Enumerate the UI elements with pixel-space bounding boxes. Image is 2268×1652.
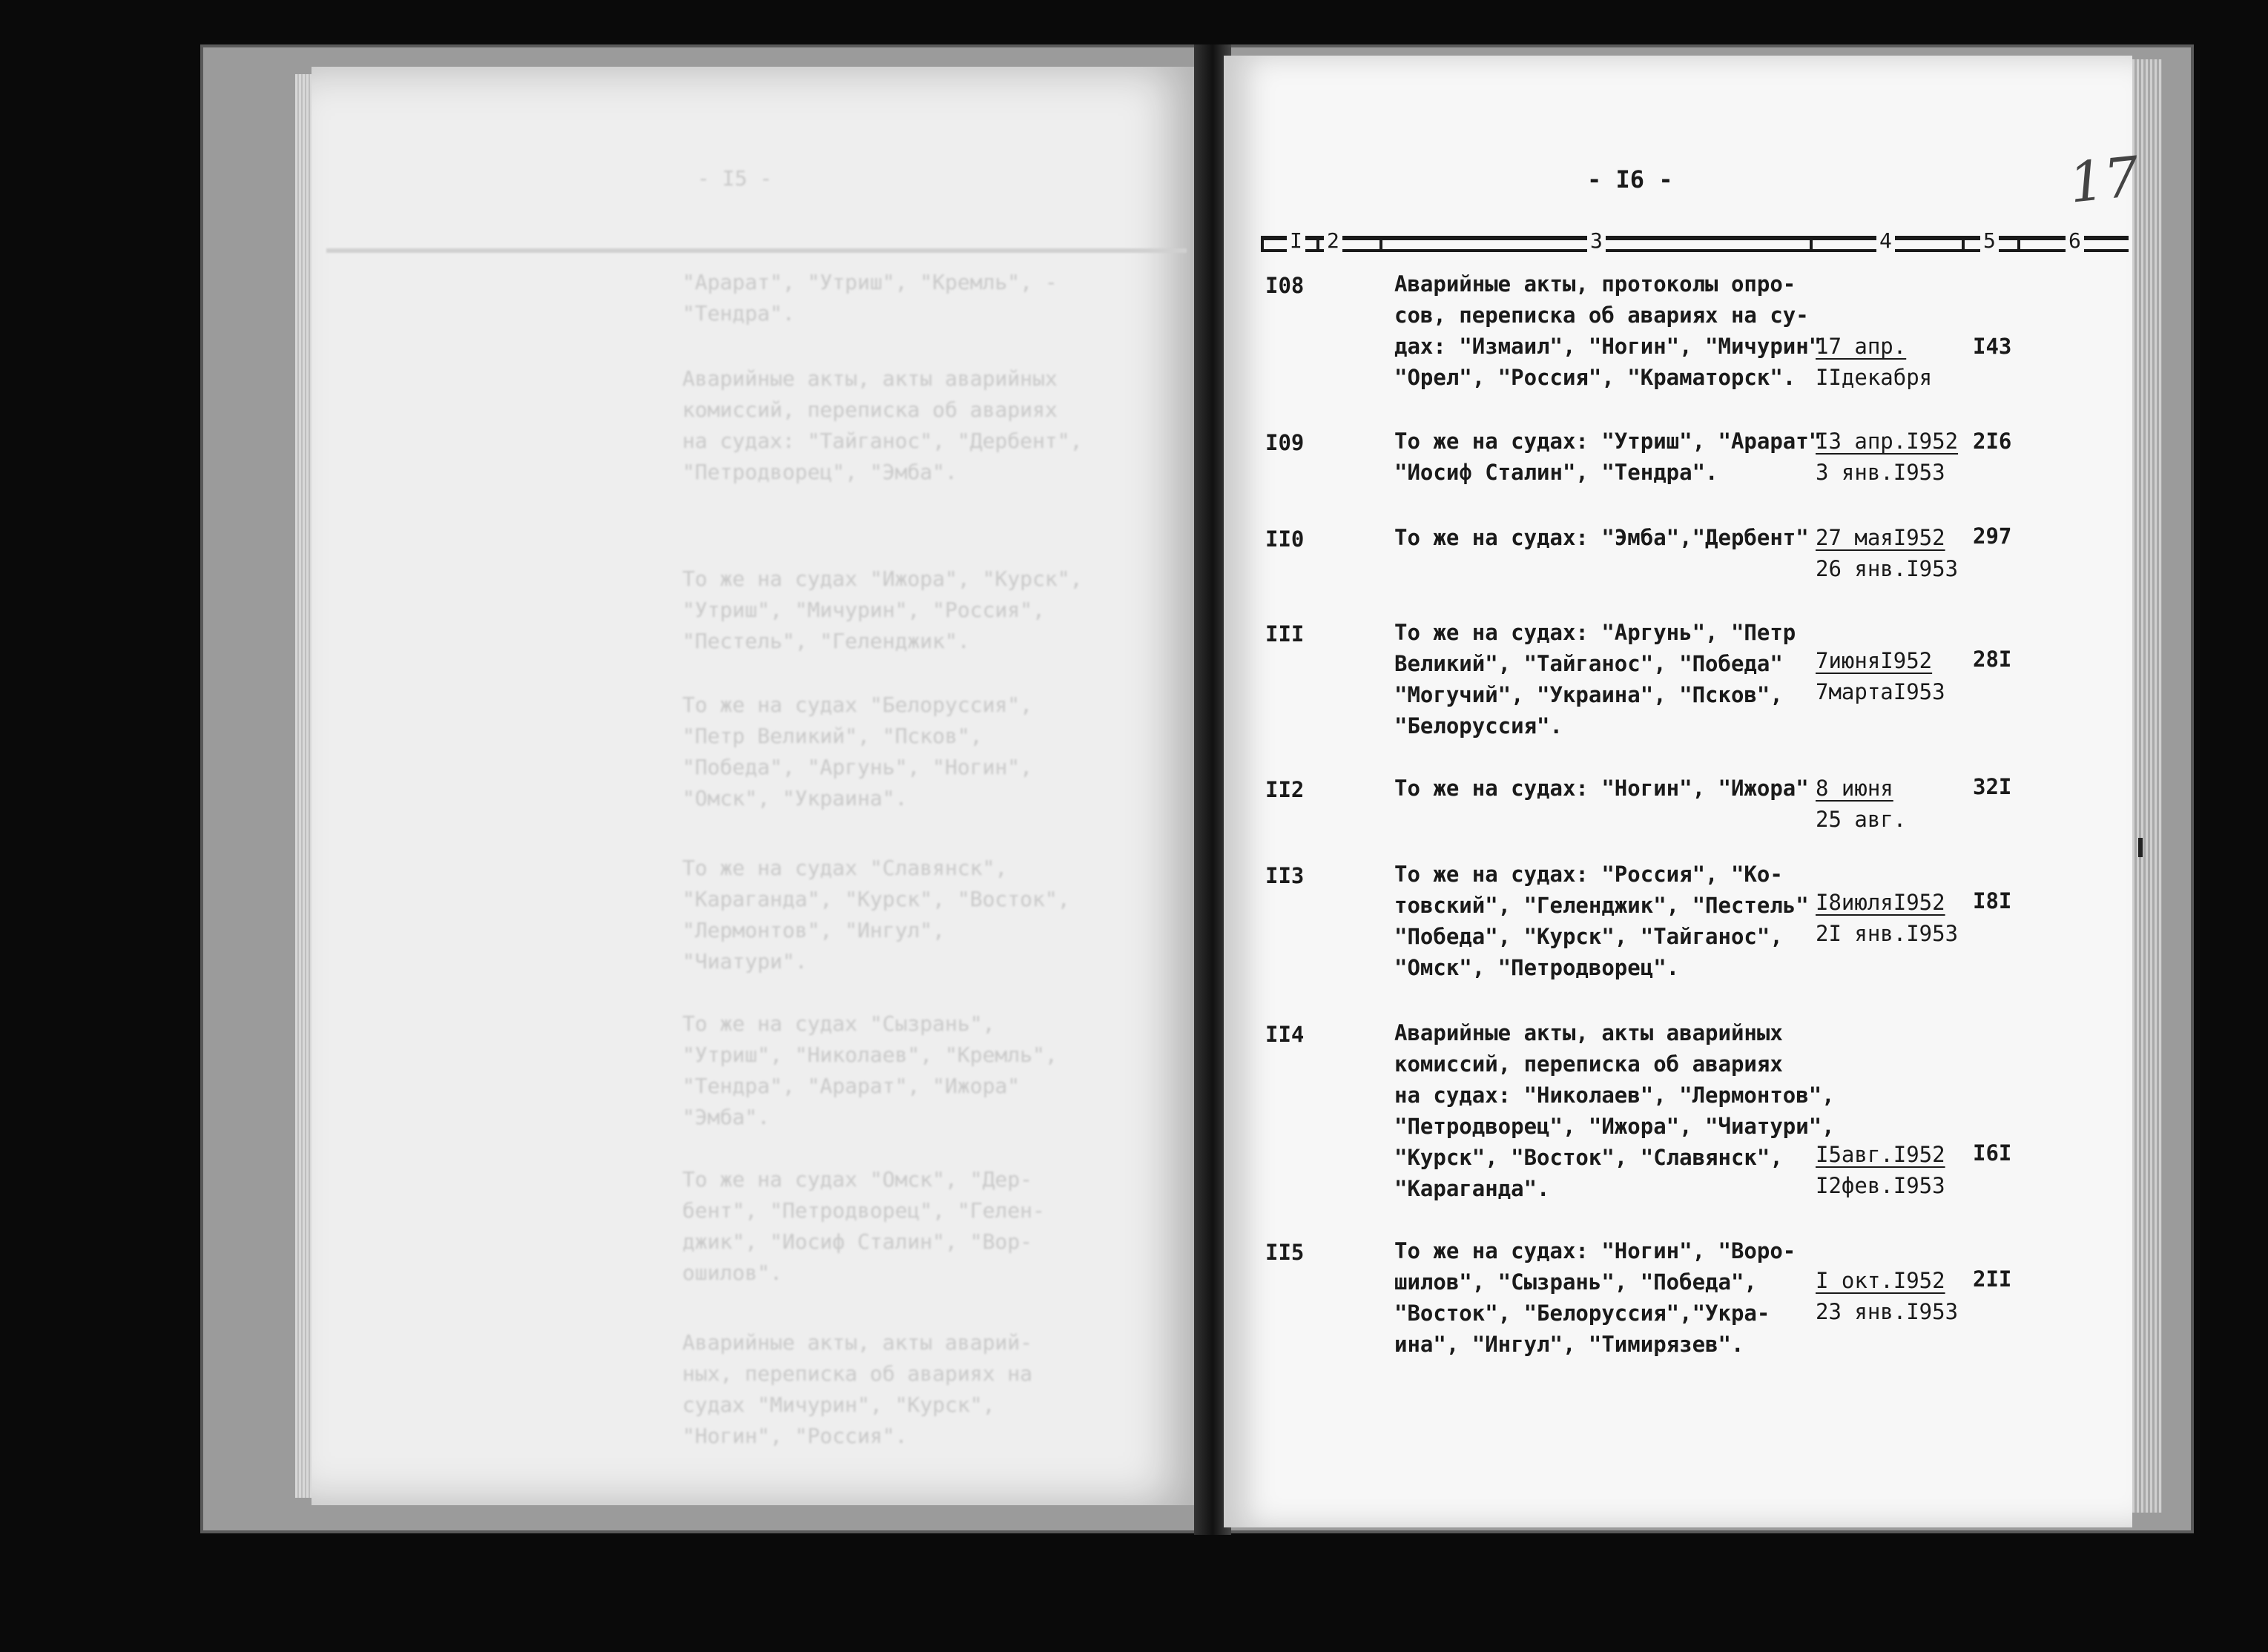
description-line: То же на судах: "Аргунь", "Петр xyxy=(1394,620,1796,645)
column-separator xyxy=(1962,236,1965,252)
date-end: 23 янв.I953 xyxy=(1816,1299,1959,1324)
date-start: 27 маяI952 xyxy=(1816,525,1945,550)
left-page-ghost-text: "Арарат", "Утриш", "Кремль", - "Тендра". xyxy=(682,270,1058,326)
row-number: II3 xyxy=(1265,863,1305,888)
left-page-ghost-text: - I5 - xyxy=(697,166,773,191)
column-header-5: 5 xyxy=(1980,228,1999,253)
row-sheets: 28I xyxy=(1973,647,2012,672)
date-start: I5авг.I952 xyxy=(1816,1142,1945,1167)
column-separator xyxy=(1316,236,1319,252)
description-line: на судах: "Николаев", "Лермонтов", xyxy=(1394,1083,1835,1108)
description-line: шилов", "Сызрань", "Победа", xyxy=(1394,1269,1757,1295)
row-sheets: 32I xyxy=(1973,774,2012,799)
row-description xyxy=(1394,773,1810,804)
row-description xyxy=(1394,859,1810,983)
description-line: "Восток", "Белоруссия","Укра- xyxy=(1394,1301,1770,1326)
row-number: I08 xyxy=(1265,273,1305,298)
column-header-4: 4 xyxy=(1876,228,1895,253)
description-line: "Могучий", "Украина", "Псков", xyxy=(1394,682,1783,707)
date-start: 8 июня xyxy=(1816,776,1893,801)
description-line: То же на судах: "Утриш", "Арарат" xyxy=(1394,429,1822,454)
date-start: I8июляI952 xyxy=(1816,890,1945,915)
row-sheets: I6I xyxy=(1973,1140,2012,1166)
column-separator xyxy=(2017,236,2020,252)
row-description xyxy=(1394,1017,1835,1204)
row-number: II0 xyxy=(1265,526,1305,552)
row-description xyxy=(1394,522,1810,553)
column-separator xyxy=(1261,236,1264,252)
left-page-ghost-text: То же на судах "Ижора", "Курск", "Утриш", "Мичурин", "Россия", "Пестель", "Гелeнджик". xyxy=(682,566,1083,653)
row-dates xyxy=(1816,426,1964,488)
description-line: То же на судах: "Россия", "Ко- xyxy=(1394,862,1783,887)
row-dates xyxy=(1816,1139,1964,1201)
left-page-ghost-text: Аварийные акты, акты аварийных комиссий, переписка об авариях на судах: "Тайганос", "Дербент", "Петродворец", "Эмба". xyxy=(682,366,1083,484)
left-page-ghost-text: То же на судах "Омск", "Дер- бент", "Петродворец", "Гелен- джик", "Иосиф Сталин", "Вор- ошилов". xyxy=(682,1167,1045,1285)
column-header-3: 3 xyxy=(1587,228,1606,253)
row-number: II4 xyxy=(1265,1022,1305,1047)
description-line: То же на судах: "Эмба","Дербент" xyxy=(1394,525,1809,550)
row-dates xyxy=(1816,887,1964,949)
date-end: 7мартаI953 xyxy=(1816,679,1945,704)
date-end: 3 янв.I953 xyxy=(1816,460,1945,485)
column-header-2: 2 xyxy=(1324,228,1342,253)
column-header-6: 6 xyxy=(2066,228,2084,253)
description-line: комиссий, переписка об авариях xyxy=(1394,1051,1783,1077)
page-number: - I6 - xyxy=(1587,165,1673,194)
handwritten-sheet-number: 17 xyxy=(2066,145,2143,216)
left-page-ghost-rule xyxy=(326,248,1187,253)
row-number: III xyxy=(1265,621,1305,647)
row-number: I09 xyxy=(1265,430,1305,455)
row-description xyxy=(1394,426,1822,488)
date-end: IIдекабря xyxy=(1816,365,1933,390)
row-dates xyxy=(1816,773,1964,835)
row-sheets: I43 xyxy=(1973,334,2012,359)
date-start: I окт.I952 xyxy=(1816,1268,1945,1293)
description-line: "Караганда". xyxy=(1394,1176,1550,1201)
column-separator xyxy=(1379,236,1382,252)
row-sheets: 2II xyxy=(1973,1266,2012,1292)
date-end: 2I янв.I953 xyxy=(1816,921,1959,946)
description-line: сов, переписка об авариях на су- xyxy=(1394,303,1809,328)
date-start: I3 апр.I952 xyxy=(1816,429,1959,454)
description-line: товский", "Геленджик", "Пестель" xyxy=(1394,893,1809,918)
row-dates xyxy=(1816,645,1964,707)
row-description xyxy=(1394,1235,1810,1360)
row-description xyxy=(1394,268,1822,393)
date-end: 26 янв.I953 xyxy=(1816,556,1959,581)
description-line: ина", "Ингул", "Тимирязев". xyxy=(1394,1332,1744,1357)
left-page-edges xyxy=(295,74,311,1498)
row-number: II2 xyxy=(1265,777,1305,802)
left-page-ghost-text: То же на судах "Белоруссия", "Петр Великий", "Псков", "Победа", "Аргунь", "Ногин", "Омск", "Украина". xyxy=(682,693,1033,810)
date-end: 25 авг. xyxy=(1816,807,1907,832)
date-start: 7июняI952 xyxy=(1816,648,1933,673)
description-line: Аварийные акты, акты аварийных xyxy=(1394,1020,1783,1045)
description-line: "Орел", "Россия", "Краматорск". xyxy=(1394,365,1796,390)
row-sheets: 297 xyxy=(1973,523,2012,549)
edge-mark xyxy=(2138,838,2143,857)
right-page-edges xyxy=(2132,59,2162,1513)
description-line: дах: "Измаил", "Ногин", "Мичурин" xyxy=(1394,334,1822,359)
row-dates xyxy=(1816,1265,1964,1327)
description-line: "Иосиф Сталин", "Тендра". xyxy=(1394,460,1718,485)
left-page-ghost-text: То же на судах "Сызрань", "Утриш", "Николаев", "Кремль", "Тендра", "Арарат", "Ижора" "Эмба". xyxy=(682,1011,1058,1129)
description-line: То же на судах: "Ногин", "Воро- xyxy=(1394,1238,1796,1263)
row-sheets: I8I xyxy=(1973,888,2012,913)
description-line: Великий", "Тайганос", "Победа" xyxy=(1394,651,1783,676)
column-header-1: I xyxy=(1287,228,1305,253)
date-end: I2фев.I953 xyxy=(1816,1173,1945,1198)
description-line: Аварийные акты, протоколы опро- xyxy=(1394,271,1796,297)
description-line: То же на судах: "Ногин", "Ижора" xyxy=(1394,776,1809,801)
description-line: "Курск", "Восток", "Славянск", xyxy=(1394,1145,1783,1170)
date-start: 17 апр. xyxy=(1816,334,1907,359)
row-dates xyxy=(1816,331,1964,393)
left-page-ghost-text: То же на судах "Славянск", "Караганда", "Курск", "Восток", "Лермонтов", "Ингул", "Чиатури". xyxy=(682,856,1070,974)
column-separator xyxy=(1810,236,1813,252)
row-dates xyxy=(1816,522,1964,584)
description-line: "Петродворец", "Ижора", "Чиатури", xyxy=(1394,1114,1835,1139)
row-sheets: 2I6 xyxy=(1973,429,2012,454)
description-line: "Омск", "Петродворец". xyxy=(1394,955,1680,980)
description-line: "Белоруссия". xyxy=(1394,713,1563,739)
description-line: "Победа", "Курск", "Тайганос", xyxy=(1394,924,1783,949)
left-page-ghost-text: Аварийные акты, акты аварий- ных, переписка об авариях на судах "Мичурин", "Курск", "Ногин", "Россия". xyxy=(682,1330,1033,1448)
row-description xyxy=(1394,617,1810,741)
row-number: II5 xyxy=(1265,1240,1305,1265)
